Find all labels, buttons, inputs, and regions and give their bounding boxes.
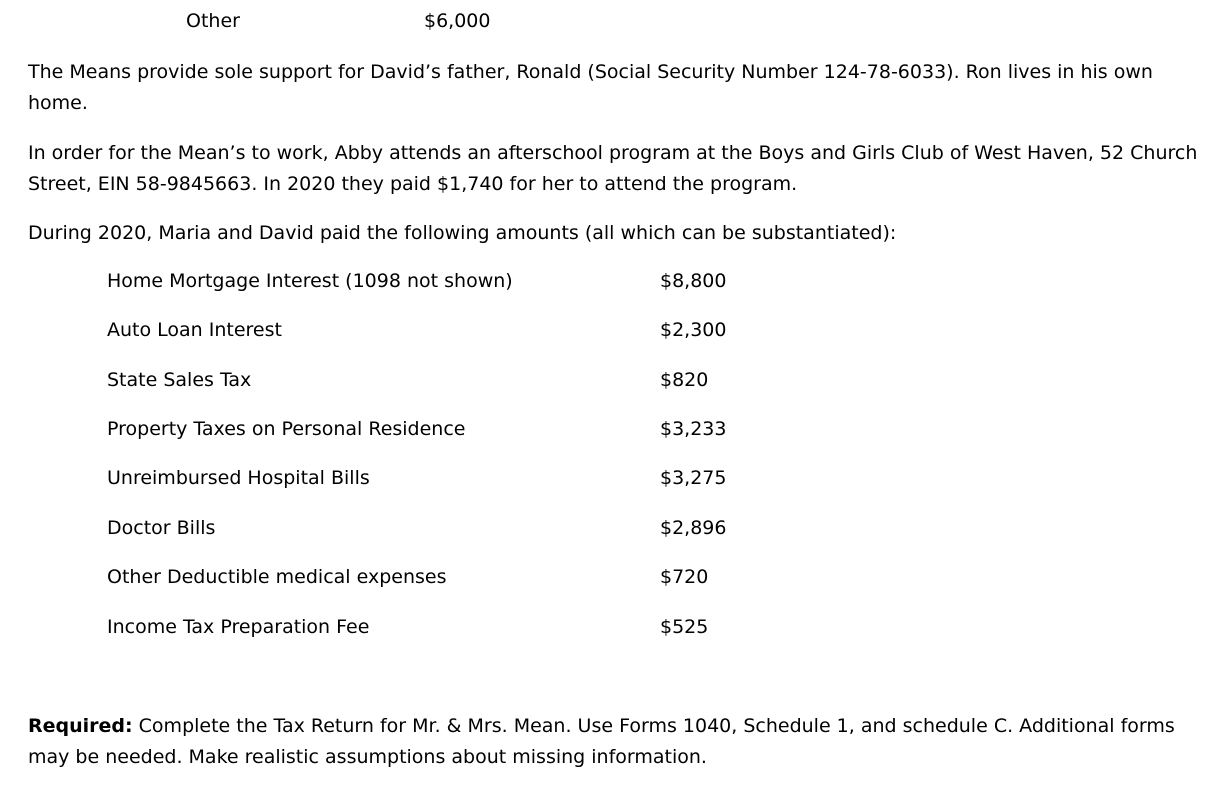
expense-label: Doctor Bills [107,517,216,539]
expense-amount: $2,300 [660,319,727,341]
required-paragraph [28,711,1198,773]
expense-row-auto-loan-interest [107,319,807,345]
expense-label: Property Taxes on Personal Residence [107,418,466,440]
support-paragraph: The Means provide sole support for David’s father, Ronald (Social Security Number 124-78-6033). Ron lives in his own home. [28,61,1153,114]
expense-amount: $2,896 [660,517,727,539]
expense-amount: $3,275 [660,467,727,489]
expense-row-other-medical [107,566,807,592]
expense-label: State Sales Tax [107,369,252,391]
afterschool-paragraph: In order for the Mean’s to work, Abby attends an afterschool program at the Boys and Girls Club of West Haven, 52 Church Street, EIN 58-9845663. In 2020 they paid $1,740 for her to attend the program. [28,142,1198,195]
expense-row-doctor-bills [107,517,807,543]
expense-amount: $8,800 [660,270,727,292]
expenses-intro-paragraph: During 2020, Maria and David paid the following amounts (all which can be substantiated): [28,222,897,244]
expense-amount: $820 [660,369,709,391]
other-income-label: Other [186,10,240,32]
expense-row-state-sales-tax [107,369,807,395]
expense-label: Income Tax Preparation Fee [107,616,370,638]
other-income-amount: $6,000 [424,10,491,32]
expense-label: Unreimbursed Hospital Bills [107,467,370,489]
expense-row-tax-prep-fee [107,616,807,642]
expense-row-hospital-bills [107,467,807,493]
expense-amount: $720 [660,566,709,588]
expense-amount: $3,233 [660,418,727,440]
expense-label: Auto Loan Interest [107,319,282,341]
expense-label: Home Mortgage Interest (1098 not shown) [107,270,513,292]
expense-label: Other Deductible medical expenses [107,566,447,588]
expense-row-mortgage-interest [107,270,807,296]
required-text: Complete the Tax Return for Mr. & Mrs. Mean. Use Forms 1040, Schedule 1, and schedule C. Additional forms may be needed. Make realistic assumptions about missing information. [28,715,1175,768]
expense-row-property-taxes [107,418,807,444]
expense-amount: $525 [660,616,709,638]
required-label: Required: [28,715,133,737]
